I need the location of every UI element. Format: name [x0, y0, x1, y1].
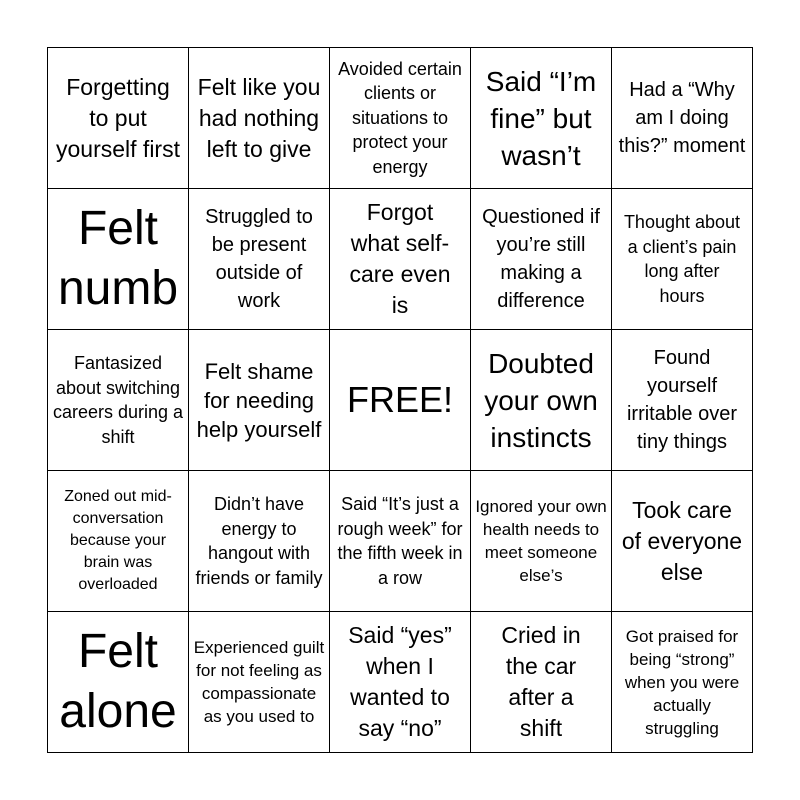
- bingo-cell[interactable]: [471, 612, 612, 753]
- cell-text: Questioned if you’re still making a difference: [482, 206, 600, 312]
- cell-text: Felt alone: [59, 625, 177, 738]
- cell-text: Avoided certain clients or situations to protect your energy: [338, 58, 462, 177]
- cell-text: Forgot what self-care even is: [349, 199, 451, 318]
- cell-text: Doubted your own instincts: [484, 347, 598, 453]
- bingo-board: [47, 47, 753, 753]
- bingo-cell[interactable]: [471, 48, 612, 189]
- cell-text: Struggled to be present outside of work: [205, 206, 313, 312]
- cell-text: Thought about a client’s pain long after hours: [623, 212, 741, 306]
- bingo-cell[interactable]: [48, 48, 189, 189]
- bingo-cell[interactable]: [189, 189, 330, 330]
- bingo-cell[interactable]: [330, 471, 471, 612]
- bingo-cell[interactable]: [48, 330, 189, 471]
- bingo-cell[interactable]: [48, 612, 189, 753]
- bingo-cell[interactable]: [612, 471, 753, 612]
- bingo-cell[interactable]: [189, 48, 330, 189]
- free-space[interactable]: [330, 330, 471, 471]
- bingo-cell[interactable]: [189, 471, 330, 612]
- cell-text: Felt like you had nothing left to give: [197, 73, 321, 162]
- cell-text: Forgetting to put yourself first: [56, 73, 180, 162]
- bingo-cell[interactable]: [330, 612, 471, 753]
- bingo-cell[interactable]: [612, 48, 753, 189]
- bingo-cell[interactable]: [330, 189, 471, 330]
- bingo-cell[interactable]: [612, 189, 753, 330]
- bingo-cell[interactable]: [189, 612, 330, 753]
- cell-text: Found yourself irritable over tiny things: [626, 347, 738, 453]
- bingo-cell[interactable]: [189, 330, 330, 471]
- cell-text: Got praised for being “strong” when you were actually struggling: [624, 626, 740, 738]
- cell-text: Ignored your own health needs to meet someone else’s: [475, 497, 607, 585]
- cell-text: Cried in the car after a shift: [501, 622, 581, 741]
- cell-text: Said “I’m fine” but wasn’t: [485, 65, 597, 171]
- cell-text: Didn’t have energy to hangout with friends or family: [195, 494, 323, 588]
- cell-text: Fantasized about switching careers during a shift: [52, 353, 184, 447]
- cell-text: Said “It’s just a rough week” for the fifth week in a row: [337, 494, 463, 588]
- cell-text: Felt numb: [57, 202, 179, 315]
- cell-text: Said “yes” when I wanted to say “no”: [348, 622, 452, 741]
- cell-text: Felt shame for needing help yourself: [196, 358, 322, 442]
- bingo-cell[interactable]: [471, 330, 612, 471]
- bingo-cell[interactable]: [330, 48, 471, 189]
- bingo-cell[interactable]: [471, 189, 612, 330]
- cell-text: Had a “Why am I doing this?” moment: [618, 79, 746, 157]
- cell-text: Took care of everyone else: [621, 496, 743, 585]
- bingo-cell[interactable]: [612, 330, 753, 471]
- cell-text: FREE!: [346, 379, 453, 420]
- cell-text: Experienced guilt for not feeling as compassionate as you used to: [193, 638, 325, 726]
- bingo-cell[interactable]: [612, 612, 753, 753]
- bingo-cell[interactable]: [471, 471, 612, 612]
- bingo-cell[interactable]: [48, 189, 189, 330]
- cell-text: Zoned out mid-conversation because your brain was overloaded: [64, 488, 172, 593]
- bingo-cell[interactable]: [48, 471, 189, 612]
